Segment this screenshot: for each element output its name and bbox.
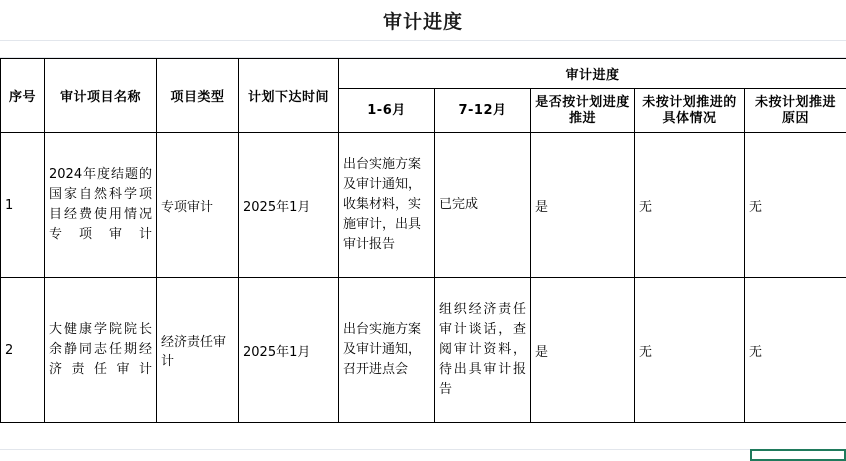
cell-h1-progress: 出台实施方案及审计通知，收集材料，实施审计，出具审计报告 xyxy=(339,133,435,278)
spacer-row xyxy=(0,41,846,58)
cell-on-schedule: 是 xyxy=(531,278,635,423)
cell-project-name: 大健康学院院长余静同志任期经济责任审计 xyxy=(45,278,157,423)
column-header-audit-progress-group: 审计进度 xyxy=(339,59,846,89)
page-title: 审计进度 xyxy=(382,10,463,33)
cell-h2-progress: 已完成 xyxy=(435,133,531,278)
cell-index: 2 xyxy=(1,278,45,423)
cell-plan-time: 2025年1月 xyxy=(239,133,339,278)
cell-index: 1 xyxy=(1,133,45,278)
column-header-details: 未按计划推进的具体情况 xyxy=(635,89,745,133)
cell-project-type: 专项审计 xyxy=(157,133,239,278)
table-header-group-row xyxy=(1,59,846,89)
sheet-bottom-strip xyxy=(0,449,846,461)
column-header-on-schedule: 是否按计划进度推进 xyxy=(531,89,635,133)
column-header-project-type: 项目类型 xyxy=(157,59,239,133)
column-header-h2: 7-12月 xyxy=(435,89,531,133)
cell-project-type: 经济责任审计 xyxy=(157,278,239,423)
cell-on-schedule: 是 xyxy=(531,133,635,278)
column-header-plan-time: 计划下达时间 xyxy=(239,59,339,133)
column-header-project-name: 审计项目名称 xyxy=(45,59,157,133)
column-header-reason: 未按计划推进原因 xyxy=(745,89,846,133)
document-title-row xyxy=(0,0,846,41)
cell-h1-progress: 出台实施方案及审计通知，召开进点会 xyxy=(339,278,435,423)
column-header-h1: 1-6月 xyxy=(339,89,435,133)
cell-reason: 无 xyxy=(745,278,846,423)
audit-progress-table xyxy=(0,58,846,423)
table-row[interactable] xyxy=(1,278,846,423)
cell-selection-marker[interactable] xyxy=(750,449,846,461)
cell-project-name: 2024年度结题的国家自然科学项目经费使用情况专项审计 xyxy=(45,133,157,278)
cell-plan-time: 2025年1月 xyxy=(239,278,339,423)
column-header-index: 序号 xyxy=(1,59,45,133)
table-row[interactable] xyxy=(1,133,846,278)
cell-details: 无 xyxy=(635,278,745,423)
cell-reason: 无 xyxy=(745,133,846,278)
cell-h2-progress: 组织经济责任审计谈话，查阅审计资料，待出具审计报告 xyxy=(435,278,531,423)
cell-details: 无 xyxy=(635,133,745,278)
